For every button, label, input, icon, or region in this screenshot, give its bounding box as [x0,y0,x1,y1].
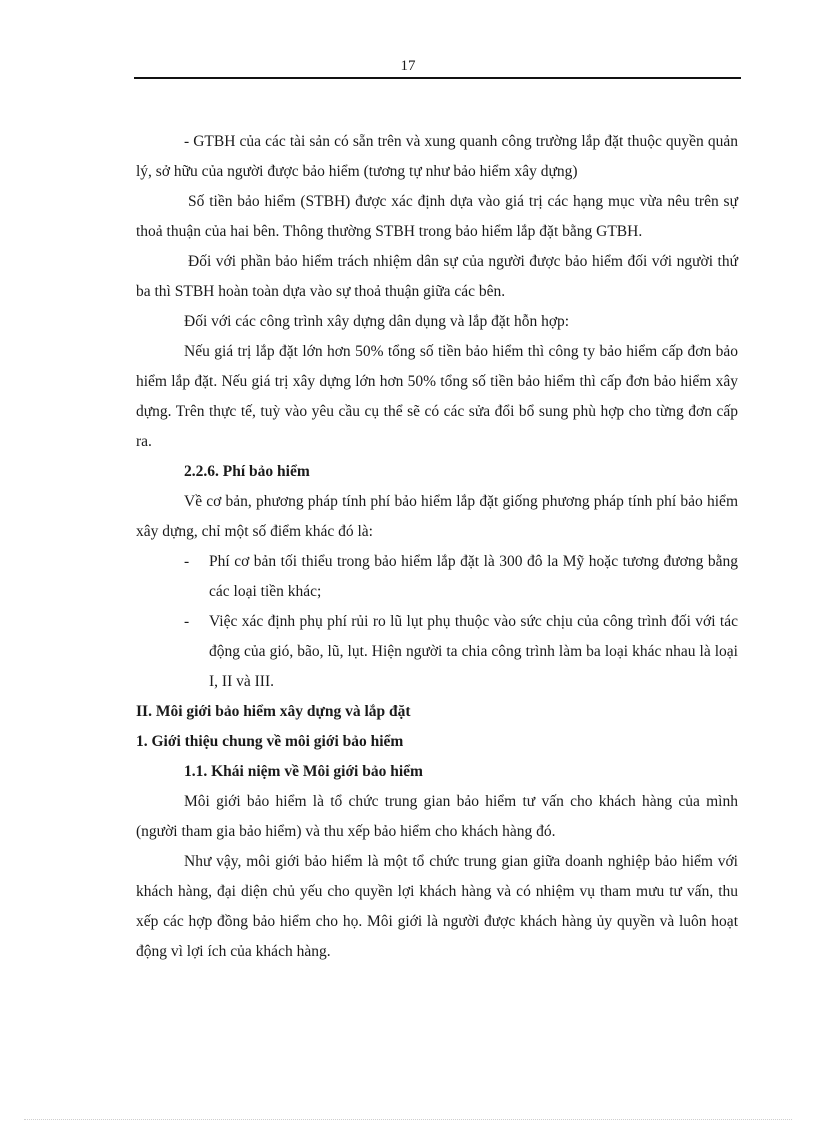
document-body [136,127,738,967]
paragraph-mixed-works: Đối với các công trình xây dựng dân dụng và lắp đặt hỗn hợp: [184,313,570,330]
section-heading-2-2-6: 2.2.6. Phí bảo hiểm [184,463,310,480]
header-rule [134,77,741,79]
footer-dotted-line [24,1119,792,1120]
paragraph-stbh: Số tiền bảo hiểm (STBH) được xác định dựa vào giá trị các hạng mục vừa nêu trên sự thoả thuận của hai bên. Thông thường STBH trong bảo hiểm lắp đặt bằng GTBH. [136,193,738,240]
page-number: 17 [400,58,416,74]
bullet-text: Việc xác định phụ phí rủi ro lũ lụt phụ thuộc vào sức chịu của công trình đối với tác động của gió, bão, lũ, lụt. Hiện người ta chia công trình làm ba loại khác nhau là loại I, II và III. [209,613,738,690]
bullet-marker: - [184,553,190,570]
paragraph-premium-intro: Về cơ bản, phương pháp tính phí bảo hiểm lắp đặt giống phương pháp tính phí bảo hiểm xây dựng, chỉ một số điểm khác đó là: [136,493,738,540]
paragraph-gtbh: - GTBH của các tài sản có sẵn trên và xung quanh công trường lắp đặt thuộc quyền quản lý, sở hữu của người được bảo hiểm (tương tự như bảo hiểm xây dựng) [136,133,738,180]
bullet-marker: - [184,613,190,630]
bullet-item-min-premium [136,547,738,607]
section-heading-1: 1. Giới thiệu chung về môi giới bảo hiểm [136,733,404,750]
bullet-item-flood-surcharge [136,607,738,697]
section-heading-II: II. Môi giới bảo hiểm xây dựng và lắp đặt [136,703,411,720]
paragraph-third-party: Đối với phần bảo hiểm trách nhiệm dân sự của người được bảo hiểm đối với người thứ ba thì STBH hoàn toàn dựa vào sự thoả thuận giữa các bên. [136,253,738,300]
paragraph-broker-definition: Môi giới bảo hiểm là tổ chức trung gian bảo hiểm tư vấn cho khách hàng của mình (người tham gia bảo hiểm) và thu xếp bảo hiểm cho khách hàng đó. [136,793,738,840]
paragraph-broker-role: Như vậy, môi giới bảo hiểm là một tổ chức trung gian giữa doanh nghiệp bảo hiểm với khách hàng, đại diện chủ yếu cho quyền lợi khách hàng và có nhiệm vụ tham mưu tư vấn, thu xếp các hợp đồng bảo hiểm cho họ. Môi giới là người được khách hàng ủy quyền và luôn hoạt động vì lợi ích của khách hàng. [136,853,738,960]
section-heading-1-1: 1.1. Khái niệm về Môi giới bảo hiểm [184,763,423,780]
paragraph-value-rule: Nếu giá trị lắp đặt lớn hơn 50% tổng số tiền bảo hiểm thì công ty bảo hiểm cấp đơn bảo hiểm lắp đặt. Nếu giá trị xây dựng lớn hơn 50% tổng số tiền bảo hiểm thì cấp đơn bảo hiểm xây dựng. Trên thực tế, tuỳ vào yêu cầu cụ thể sẽ có các sửa đổi bổ sung phù hợp cho từng đơn cấp ra. [136,343,738,450]
premium-bullet-list [136,547,738,697]
bullet-text: Phí cơ bản tối thiểu trong bảo hiểm lắp đặt là 300 đô la Mỹ hoặc tương đương bằng các loại tiền khác; [209,553,738,600]
